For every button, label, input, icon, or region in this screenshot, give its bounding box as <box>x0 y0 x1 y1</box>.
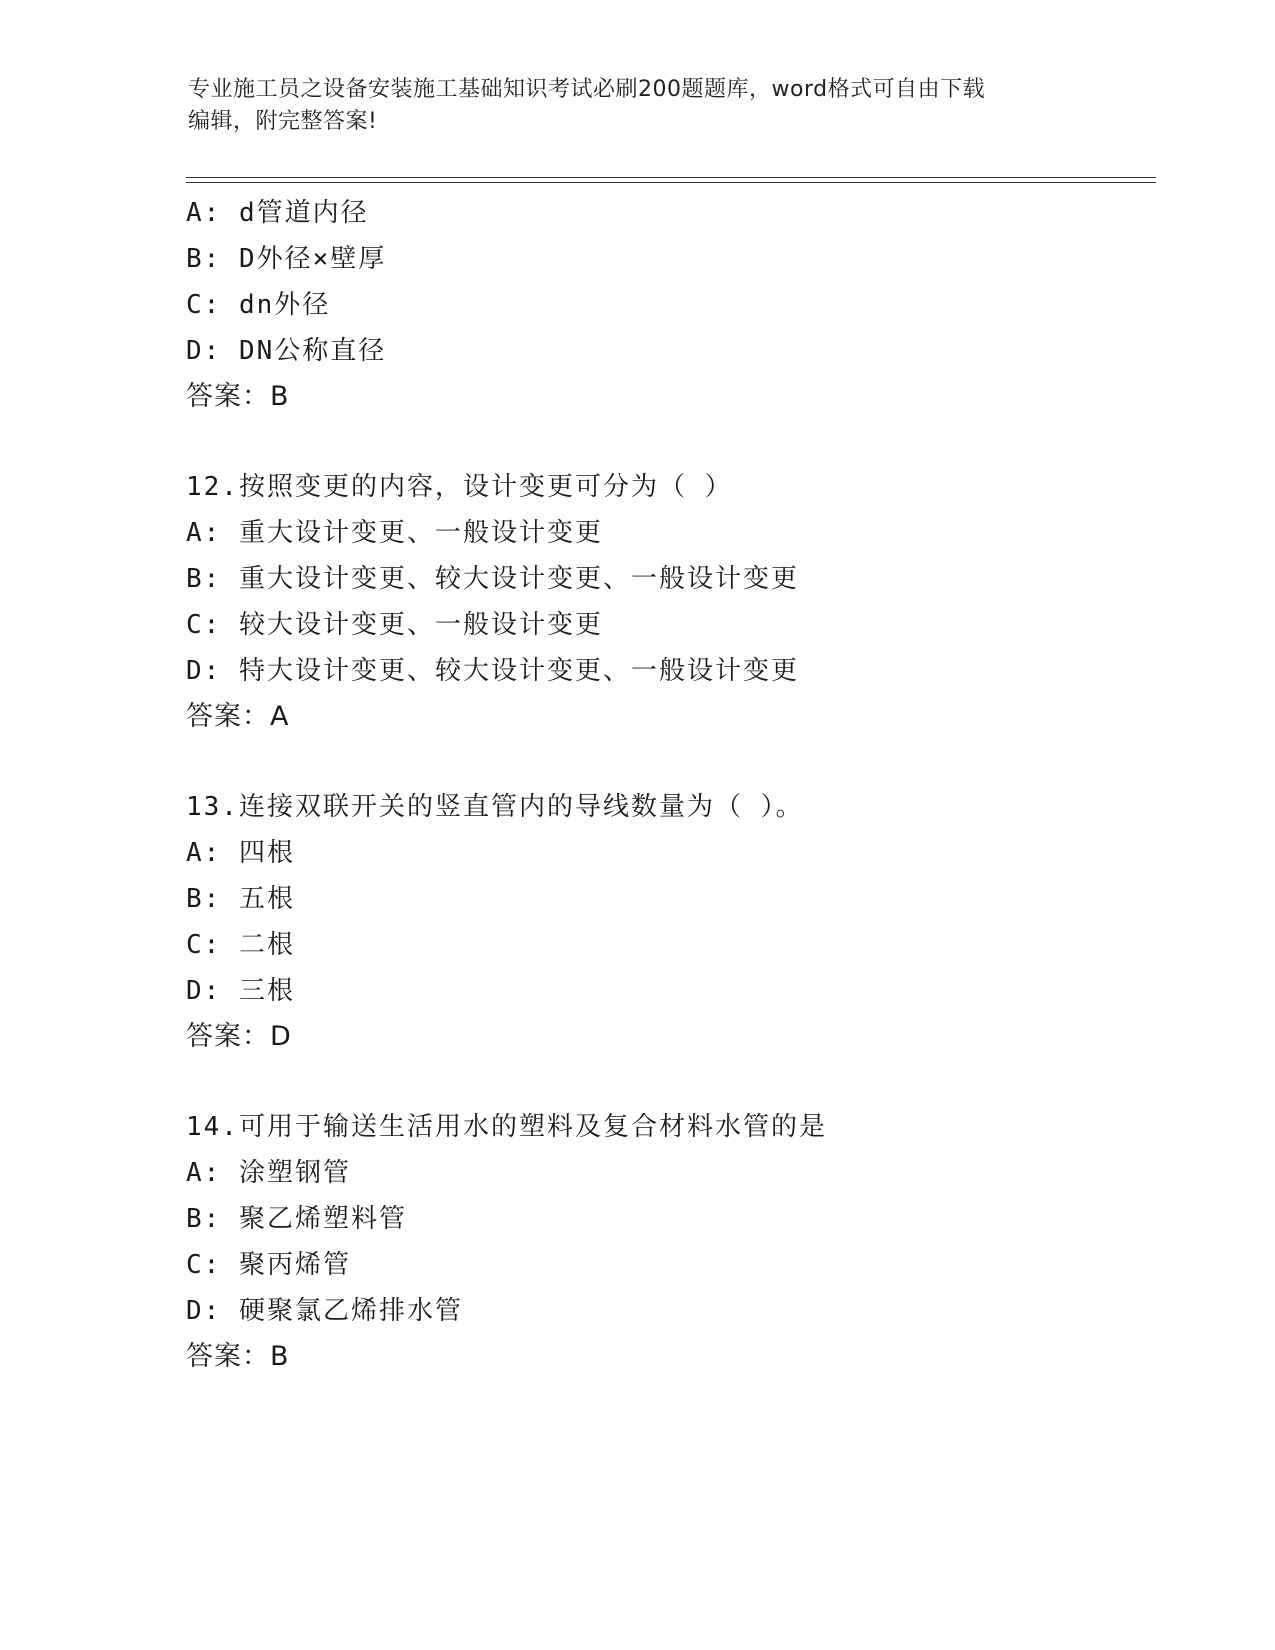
spacer <box>186 740 1146 784</box>
option-a: A: 重大设计变更、一般设计变更 <box>186 518 603 548</box>
option-c: C: dn外径 <box>186 290 331 320</box>
question-text: 14.可用于输送生活用水的塑料及复合材料水管的是 <box>186 1112 827 1142</box>
answer: 答案：B <box>186 1341 290 1372</box>
header-rule-top <box>186 177 1156 178</box>
question-list <box>186 190 1146 1380</box>
header-line-2: 编辑，附完整答案! <box>188 109 378 134</box>
header-line-1: 专业施工员之设备安装施工基础知识考试必刷200题题库，word格式可自由下载 <box>188 77 986 102</box>
answer: 答案：D <box>186 1021 292 1052</box>
option-b: B: 聚乙烯塑料管 <box>186 1204 407 1234</box>
spacer <box>186 1060 1146 1104</box>
option-c: C: 二根 <box>186 930 295 960</box>
option-d: D: 三根 <box>186 976 295 1006</box>
option-d: D: 特大设计变更、较大设计变更、一般设计变更 <box>186 656 799 686</box>
answer: 答案：B <box>186 381 290 412</box>
option-b: B: D外径×壁厚 <box>186 244 387 274</box>
question-12 <box>186 464 1146 740</box>
option-b: B: 重大设计变更、较大设计变更、一般设计变更 <box>186 564 799 594</box>
answer: 答案：A <box>186 701 290 732</box>
question-13 <box>186 784 1146 1060</box>
option-a: A: d管道内径 <box>186 198 369 228</box>
option-a: A: 四根 <box>186 838 295 868</box>
option-c: C: 聚丙烯管 <box>186 1250 351 1280</box>
header-rule-bottom <box>186 182 1156 183</box>
option-d: D: 硬聚氯乙烯排水管 <box>186 1296 463 1326</box>
option-c: C: 较大设计变更、一般设计变更 <box>186 610 603 640</box>
question-text: 12.按照变更的内容，设计变更可分为（ ） <box>186 472 733 502</box>
document-header <box>188 74 1088 138</box>
question-text: 13.连接双联开关的竖直管内的导线数量为（ ）。 <box>186 792 804 822</box>
option-a: A: 涂塑钢管 <box>186 1158 351 1188</box>
question-14 <box>186 1104 1146 1380</box>
option-d: D: DN公称直径 <box>186 336 387 366</box>
spacer <box>186 420 1146 464</box>
question-11 <box>186 190 1146 420</box>
option-b: B: 五根 <box>186 884 295 914</box>
